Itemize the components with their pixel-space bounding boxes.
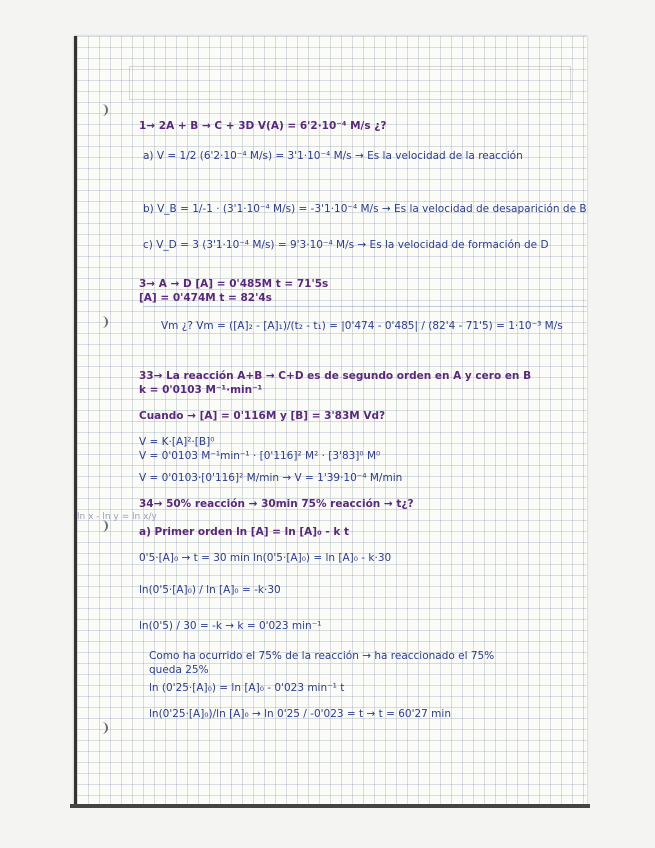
problem-3-data: [A] = 0'474M t = 82'4s [139, 292, 272, 304]
binder-hole-2 [96, 316, 108, 328]
problem-34-k-result: ln(0'5) / 30 = -k → k = 0'023 min⁻¹ [139, 620, 322, 632]
problem-33-substitution: V = 0'0103 M⁻¹min⁻¹ · [0'116]² M² · [3'83]⁰ M⁰ [139, 450, 381, 462]
problem-33-statement: 33→ La reacción A+B → C+D es de segundo orden en A y cero en B [139, 370, 532, 382]
notebook-page [74, 36, 587, 806]
problem-34-ratio-eq: ln(0'5·[A]₀) / ln [A]₀ = -k·30 [139, 584, 281, 596]
problem-34-remaining-note: queda 25% [149, 664, 209, 676]
binder-hole-4 [96, 722, 108, 734]
page-bottom-edge [70, 804, 590, 808]
problem-34-75-percent-note: Como ha ocurrido el 75% de la reacción → ha reaccionado el 75% [149, 650, 495, 662]
problem-1-part-b: b) V_B = 1/-1 · (3'1·10⁻⁴ M/s) = -3'1·10⁻⁴ M/s → Es la velocidad de desaparición de B [143, 203, 587, 215]
problem-33-conditions: Cuando → [A] = 0'116M y [B] = 3'83M Vd? [139, 410, 386, 422]
problem-1-part-a: a) V = 1/2 (6'2·10⁻⁴ M/s) = 3'1·10⁻⁴ M/s → Es la velocidad de la reacción [143, 150, 523, 162]
problem-33-result: V = 0'0103·[0'116]² M/min → V = 1'39·10⁻⁴ M/min [139, 472, 403, 484]
problem-34-first-order: a) Primer orden ln [A] = ln [A]₀ - k t [139, 526, 350, 538]
problem-34-75-equation: ln (0'25·[A]₀) = ln [A]₀ - 0'023 min⁻¹ t [149, 682, 345, 694]
page-header-box [129, 66, 571, 100]
problem-1-part-c: c) V_D = 3 (3'1·10⁻⁴ M/s) = 9'3·10⁻⁴ M/s → Es la velocidad de formación de D [143, 239, 549, 251]
problem-34-log-note: ln x - ln y = ln x/y [77, 512, 157, 522]
problem-33-constant: k = 0'0103 M⁻¹·min⁻¹ [139, 384, 263, 396]
section-divider [143, 306, 587, 307]
problem-1-statement: 1→ 2A + B → C + 3D V(A) = 6'2·10⁻⁴ M/s ¿? [139, 120, 387, 132]
problem-33-rate-law: V = K·[A]²·[B]⁰ [139, 436, 215, 448]
problem-34-t-result: ln(0'25·[A]₀)/ln [A]₀ → ln 0'25 / -0'023 = t → t = 60'27 min [149, 708, 451, 720]
problem-3-solution: Vm ¿? Vm = ([A]₂ - [A]₁)/(t₂ - t₁) = |0'474 - 0'485| / (82'4 - 71'5) = 1·10⁻³ M/s [161, 320, 563, 332]
problem-34-half-life-eq: 0'5·[A]₀ → t = 30 min ln(0'5·[A]₀) = ln [A]₀ - k·30 [139, 552, 392, 564]
binder-hole-1 [96, 104, 108, 116]
problem-34-statement: 34→ 50% reacción → 30min 75% reacción → t¿? [139, 498, 414, 510]
binder-hole-3 [96, 520, 108, 532]
problem-3-statement: 3→ A → D [A] = 0'485M t = 71'5s [139, 278, 329, 290]
